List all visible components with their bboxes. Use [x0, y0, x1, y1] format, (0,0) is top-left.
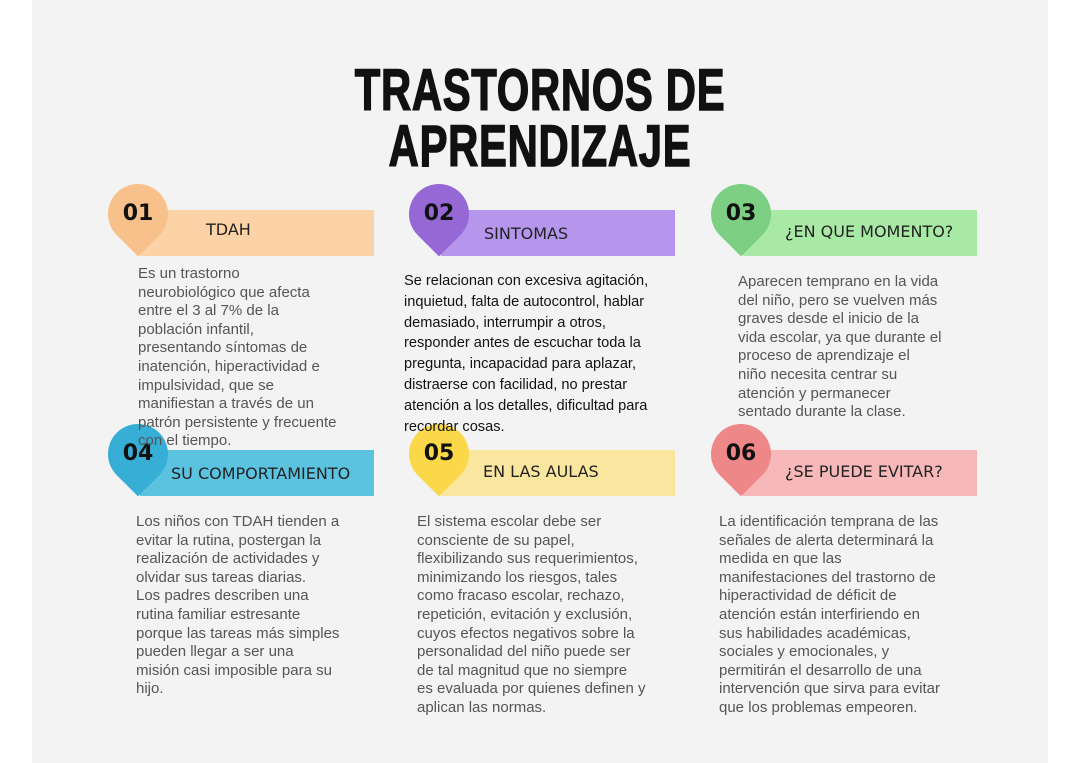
section-text: Aparecen temprano en la vida del niño, pero se vuelven más graves desde el inicio de la vida escolar, ya que durante el proceso de aprendizaje el niño necesita centrar su atención y permanecer sentado durante la clase. [738, 273, 942, 421]
section-banner [140, 450, 374, 496]
section-heading: TDAH [206, 220, 251, 239]
section-banner [441, 450, 675, 496]
section-text: Es un trastorno neurobiológico que afecta entre el 3 al 7% de la población infantil, presentando síntomas de inatención, hiperactividad e impulsividad, que se manifiestan a través de un patrón persistente y frecuente con el tiempo. [138, 265, 337, 450]
section-heading: SINTOMAS [484, 224, 569, 243]
section-text: La identificación temprana de las señales de alerta determinará la medida en que las manifestaciones del trastorno de hiperactividad de déficit de atención están interfiriendo en sus habilidades académicas, sociales y emocionales, y permitirán el desarrollo de una intervención que sirva para evitar que los problemas empeoren. [719, 513, 940, 716]
section-number: 03 [725, 201, 757, 226]
section-banner [743, 450, 977, 496]
title-line-1: TRASTORNOS DE [354, 58, 726, 123]
section-text: El sistema escolar debe ser consciente de su papel, flexibilizando sus requerimientos, minimizando los riesgos, tales como fracaso escolar, rechazo, repetición, evitación y exclusión, cuyos efectos negativos sobre la personalidad del niño puede ser de tal magnitud que no siempre es evaluada por quienes definen y aplican las normas. [417, 513, 646, 716]
section-number: 02 [423, 201, 455, 226]
section-heading: ¿SE PUEDE EVITAR? [785, 462, 943, 481]
section-text: Los niños con TDAH tienden a evitar la rutina, postergan la realización de actividades y olvidar sus tareas diarias. Los padres describen una rutina familiar estresante porque las tareas más simples pueden llegar a ser una misión casi imposible para su hijo. [136, 513, 340, 698]
section-banner [743, 210, 977, 256]
section-number: 01 [122, 201, 154, 226]
section-banner [140, 210, 374, 256]
section-banner [441, 210, 675, 256]
section-number: 06 [725, 441, 757, 466]
section-number: 05 [423, 441, 455, 466]
section-number: 04 [122, 441, 154, 466]
section-text: Se relacionan con excesiva agitación, inquietud, falta de autocontrol, hablar demasiado, interrumpir a otros, responder antes de escuchar toda la pregunta, incapacidad para aplazar, distraerse con facilidad, no prestar atención a los detalles, dificultad para recordar cosas. [404, 273, 649, 435]
section-heading: SU COMPORTAMIENTO [171, 464, 351, 483]
section-heading: ¿EN QUE MOMENTO? [785, 222, 954, 241]
section-heading: EN LAS AULAS [483, 462, 599, 481]
title-line-2: APRENDIZAJE [388, 114, 692, 179]
